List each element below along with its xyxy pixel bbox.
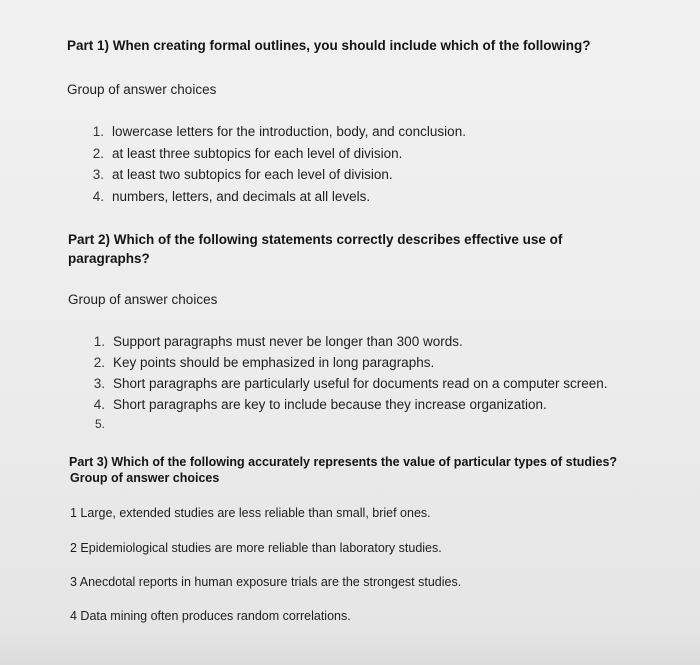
part2-question-line1: Part 2) Which of the following statements correctly describes effective use of — [68, 232, 563, 247]
option-text: 2 Epidemiological studies are more reliable than laboratory studies. — [70, 541, 442, 555]
part3-option-2[interactable] — [70, 541, 442, 555]
option-number: 3. — [92, 167, 104, 182]
option-text: 1 Large, extended studies are less reliable than small, brief ones. — [70, 506, 431, 520]
part2-option-2[interactable] — [87, 355, 434, 370]
part1-option-2[interactable] — [86, 146, 402, 161]
option-number: 2. — [93, 355, 105, 370]
option-text: Short paragraphs are key to include because they increase organization. — [113, 397, 547, 412]
option-number: 3. — [93, 376, 105, 391]
option-number: 2. — [92, 146, 104, 161]
option-text: at least three subtopics for each level of division. — [112, 146, 403, 161]
option-number: 4. — [92, 189, 104, 204]
option-text: numbers, letters, and decimals at all levels. — [112, 189, 371, 204]
part2-option-4[interactable] — [87, 397, 547, 412]
part3-question: Part 3) Which of the following accurately represents the value of particular types of studies? — [69, 455, 618, 469]
part3-option-3[interactable] — [70, 575, 461, 589]
option-text: Short paragraphs are particularly useful for documents read on a computer screen. — [113, 376, 608, 391]
option-text: 4 Data mining often produces random correlations. — [70, 609, 351, 623]
part2-option-3[interactable] — [87, 376, 608, 391]
part2-option-1[interactable] — [87, 334, 463, 349]
part3-option-1[interactable] — [70, 506, 431, 520]
part1-question: Part 1) When creating formal outlines, you should include which of the following? — [67, 38, 591, 53]
option-text: lowercase letters for the introduction, body, and conclusion. — [112, 124, 466, 139]
option-number: 1. — [93, 334, 105, 349]
option-text: 3 Anecdotal reports in human exposure trials are the strongest studies. — [70, 575, 462, 589]
page-shadow — [0, 630, 700, 665]
part1-group-label: Group of answer choices — [67, 82, 217, 97]
option-number: 1. — [92, 124, 104, 139]
part3-group-label: Group of answer choices — [70, 471, 220, 485]
part3-option-4[interactable] — [70, 609, 351, 623]
option-number: 4. — [93, 397, 105, 412]
part2-option-5[interactable] — [87, 417, 113, 431]
part1-option-4[interactable] — [86, 189, 370, 204]
part1-option-1[interactable] — [86, 124, 466, 139]
part1-option-3[interactable] — [86, 167, 393, 182]
option-number: 5. — [94, 417, 105, 431]
part2-question-line2: paragraphs? — [68, 251, 150, 266]
part2-group-label: Group of answer choices — [68, 292, 218, 307]
option-text: at least two subtopics for each level of division. — [112, 167, 393, 182]
option-text: Key points should be emphasized in long paragraphs. — [113, 355, 435, 370]
option-text: Support paragraphs must never be longer than 300 words. — [113, 334, 463, 349]
